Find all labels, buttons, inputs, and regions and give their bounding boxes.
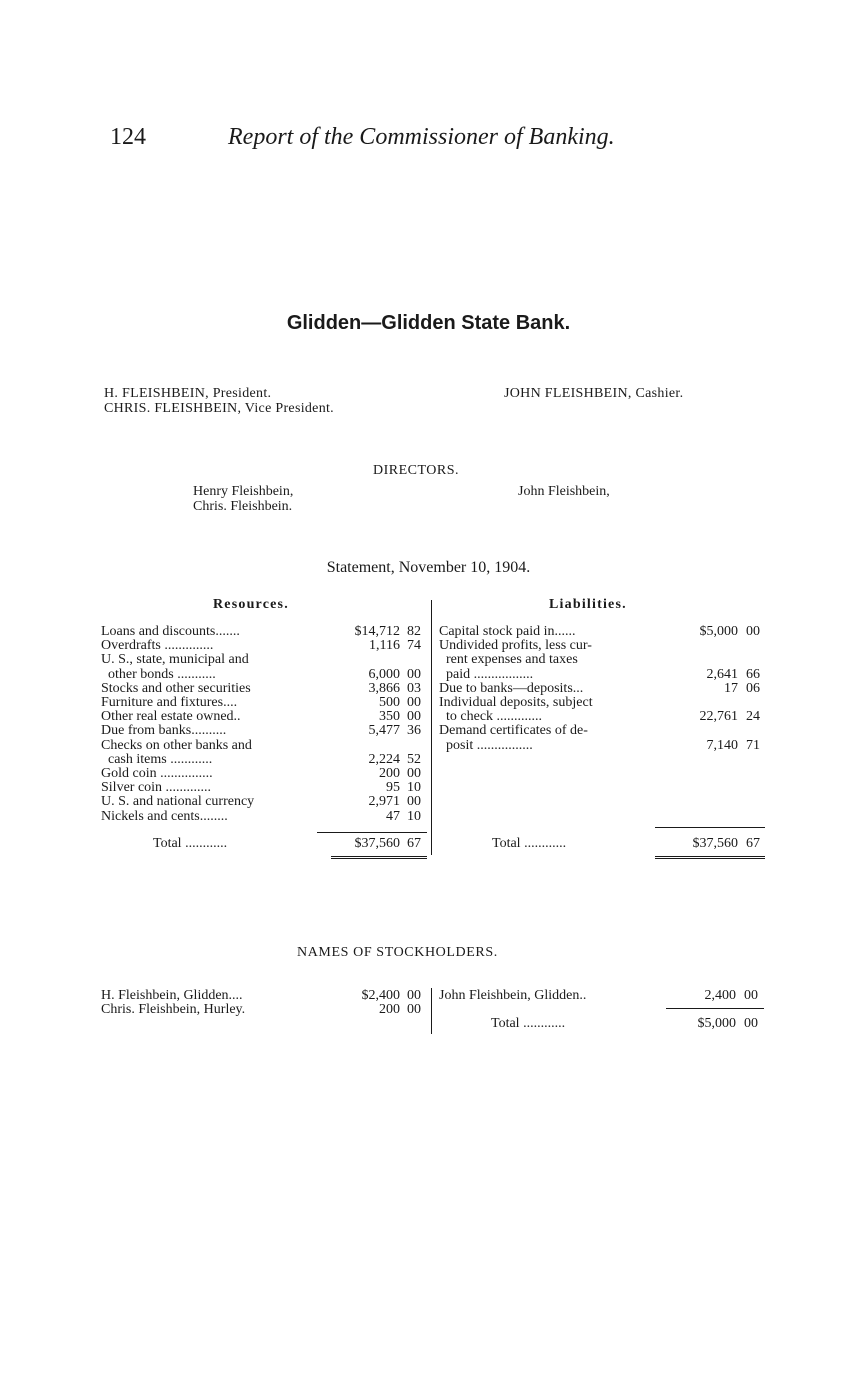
liabilities-total-rule	[655, 827, 765, 828]
resources-row-cents: 00	[407, 766, 421, 781]
resources-row-cents: 10	[407, 780, 421, 796]
liabilities-double-rule	[655, 856, 765, 859]
liabilities-row-label: Demand certificates of de-	[439, 723, 588, 739]
resources-row-cents: 03	[407, 680, 421, 696]
resources-total-rule	[317, 832, 427, 833]
stockholder-cents: 00	[407, 1002, 421, 1017]
director-name: Chris. Fleishbein.	[193, 499, 293, 514]
officer-president: H. FLEISHBEIN, President.	[104, 386, 272, 401]
bank-title: Glidden—Glidden State Bank.	[286, 312, 571, 334]
liabilities-row-label: posit ................	[439, 737, 533, 753]
running-title: Report of the Commissioner of Banking.	[228, 124, 615, 150]
liabilities-heading: Liabilities.	[549, 597, 627, 612]
resources-row-label: Loans and discounts.......	[101, 624, 240, 639]
liabilities-total-cents: 67	[746, 836, 760, 851]
resources-row-cents: 36	[407, 723, 421, 739]
resources-row-cents: 00	[407, 695, 421, 710]
resources-row-dollars: 3,866	[368, 680, 400, 696]
liabilities-row-dollars: 22,761	[699, 709, 738, 725]
stockholder-name: H. Fleishbein, Glidden....	[101, 988, 243, 1003]
column-divider	[431, 600, 432, 855]
resources-heading: Resources.	[213, 597, 289, 612]
resources-row-dollars: 350	[379, 709, 400, 725]
stockholders-total-cents: 00	[744, 1016, 758, 1031]
resources-row-label: Other real estate owned..	[101, 709, 241, 725]
stockholder-dollars: $2,400	[361, 988, 400, 1003]
resources-row-label: Checks on other banks and	[101, 737, 252, 753]
liabilities-row-cents: 24	[746, 709, 760, 725]
resources-row-label: Stocks and other securities	[101, 680, 251, 696]
resources-total-cents: 67	[407, 836, 421, 851]
resources-row-dollars: $14,712	[354, 624, 400, 639]
resources-row-label: Silver coin .............	[101, 780, 212, 796]
liabilities-row-label: Capital stock paid in......	[439, 624, 576, 639]
liabilities-row-dollars: 7,140	[706, 737, 738, 753]
resources-row-cents: 82	[407, 624, 421, 639]
stockholders-heading: NAMES OF STOCKHOLDERS.	[297, 945, 498, 960]
liabilities-row-label: rent expenses and taxes	[439, 652, 578, 668]
resources-row-label: Nickels and cents........	[101, 808, 228, 824]
resources-row-cents: 52	[407, 751, 421, 767]
stockholders-total-label: Total ............	[491, 1016, 566, 1031]
stockholder-dollars: 2,400	[704, 988, 736, 1003]
resources-row-dollars: 95	[386, 780, 400, 796]
liabilities-row-label: Due to banks—deposits...	[439, 680, 584, 696]
resources-total-dollars: $37,560	[354, 836, 400, 851]
liabilities-row-label: Undivided profits, less cur-	[439, 638, 592, 654]
stockholders-divider	[431, 988, 432, 1034]
liabilities-row-cents: 66	[746, 666, 760, 682]
directors-heading: DIRECTORS.	[373, 463, 460, 478]
liabilities-row-dollars: 2,641	[706, 666, 738, 682]
resources-row-cents: 00	[407, 666, 421, 682]
resources-row-dollars: 2,971	[368, 794, 400, 810]
officer-cashier: JOHN FLEISHBEIN, Cashier.	[504, 386, 684, 401]
resources-row-label: U. S. and national currency	[101, 794, 255, 810]
liabilities-row-label: Individual deposits, subject	[439, 695, 593, 710]
resources-row-dollars: 200	[379, 766, 400, 781]
resources-row-dollars: 5,477	[368, 723, 400, 739]
liabilities-total-label: Total ............	[492, 836, 567, 851]
director-name: John Fleishbein,	[518, 484, 610, 499]
resources-row-dollars: 47	[386, 808, 400, 824]
resources-row-cents: 10	[407, 808, 421, 824]
resources-row-dollars: 1,116	[369, 638, 400, 654]
resources-row-label: U. S., state, municipal and	[101, 652, 249, 668]
liabilities-total-dollars: $37,560	[692, 836, 738, 851]
stockholders-total-rule	[666, 1008, 764, 1009]
stockholder-name: John Fleishbein, Glidden..	[439, 988, 587, 1003]
liabilities-row-label: to check .............	[439, 709, 543, 725]
stockholder-dollars: 200	[379, 1002, 400, 1017]
liabilities-row-cents: 00	[746, 624, 760, 639]
resources-row-dollars: 6,000	[368, 666, 400, 682]
resources-row-cents: 74	[407, 638, 421, 654]
resources-row-label: Due from banks..........	[101, 723, 227, 739]
resources-row-cents: 00	[407, 709, 421, 725]
liabilities-row-cents: 06	[746, 680, 760, 696]
liabilities-row-label: paid .................	[439, 666, 534, 682]
resources-row-label: Furniture and fixtures....	[101, 695, 238, 710]
director-name: Henry Fleishbein,	[193, 484, 294, 499]
resources-row-cents: 00	[407, 794, 421, 810]
page-number: 124	[110, 124, 146, 150]
liabilities-row-dollars: 17	[724, 680, 738, 696]
resources-row-label: Overdrafts ..............	[101, 638, 214, 654]
liabilities-row-dollars: $5,000	[699, 624, 738, 639]
resources-row-label: cash items ............	[101, 751, 213, 767]
resources-row-label: other bonds ...........	[101, 666, 216, 682]
stockholder-cents: 00	[744, 988, 758, 1003]
stockholder-name: Chris. Fleishbein, Hurley.	[101, 1002, 246, 1017]
liabilities-row-cents: 71	[746, 737, 760, 753]
statement-title: Statement, November 10, 1904.	[326, 559, 531, 576]
stockholders-total-dollars: $5,000	[697, 1016, 736, 1031]
resources-row-dollars: 500	[379, 695, 400, 710]
resources-total-label: Total ............	[153, 836, 228, 851]
officer-vice-president: CHRIS. FLEISHBEIN, Vice President.	[104, 401, 334, 416]
resources-double-rule	[331, 856, 427, 859]
resources-row-dollars: 2,224	[368, 751, 400, 767]
stockholder-cents: 00	[407, 988, 421, 1003]
resources-row-label: Gold coin ...............	[101, 766, 213, 781]
